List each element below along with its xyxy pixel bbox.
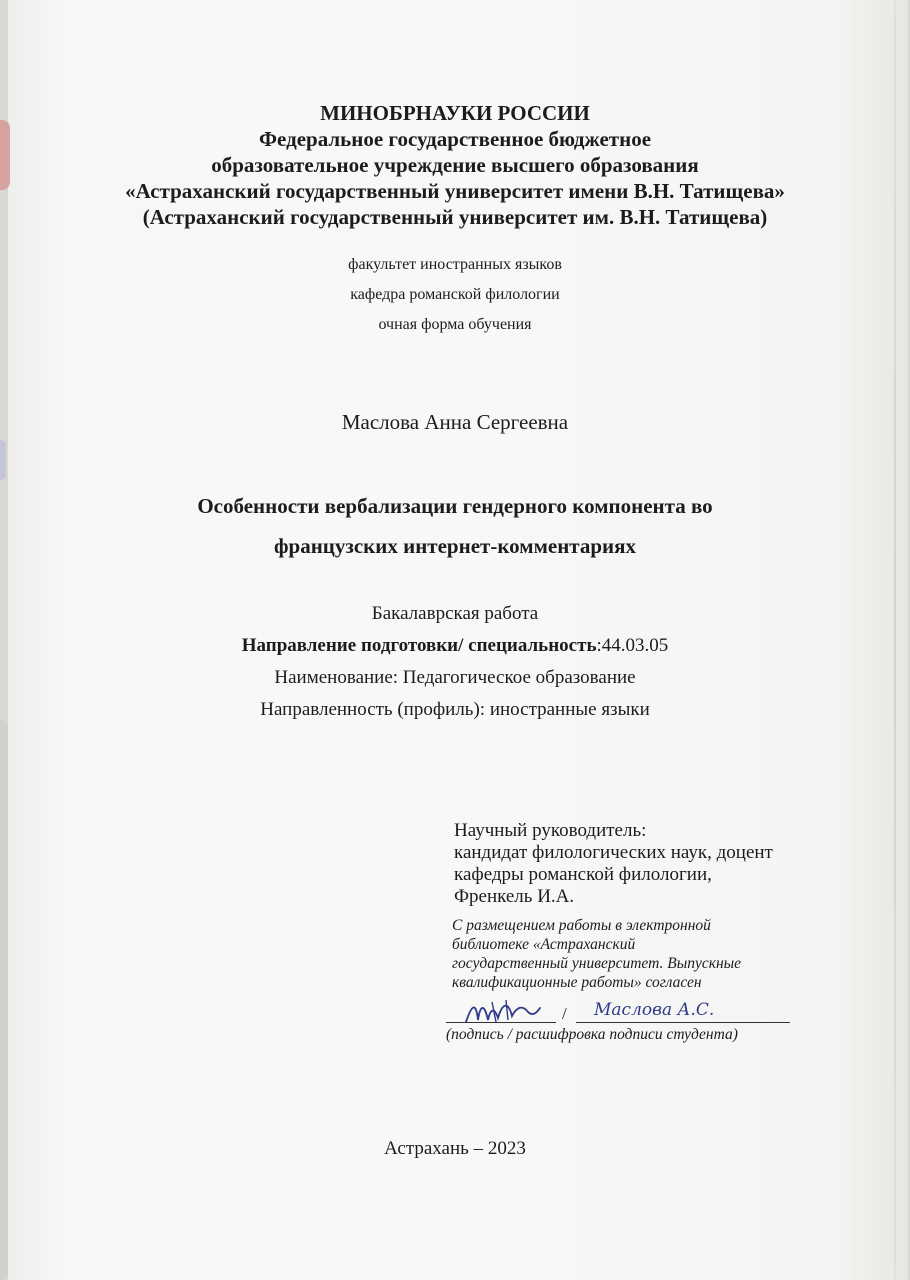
study-form-line: очная форма обучения <box>378 316 532 333</box>
faculty-block <box>0 250 910 340</box>
edge-shadow-gray <box>0 720 8 1280</box>
signature-separator: / <box>562 1004 567 1023</box>
header-line-3: «Астраханский государственный университет имени В.Н. Татищева» <box>125 179 785 203</box>
profile-line: Направленность (профиль): иностранные языки <box>260 699 650 720</box>
supervisor-name: Френкель И.А. <box>454 886 575 907</box>
faculty-line: факультет иностранных языков <box>348 256 562 273</box>
supervisor-degree: кандидат филологических наук, доцент <box>454 842 773 863</box>
header-line-1: Федеральное государственное бюджетное <box>258 127 652 151</box>
consent-line-2: библиотеке «Астраханский <box>452 936 636 953</box>
consent-line-4: квалификационные работы» согласен <box>452 974 702 991</box>
direction-value: :44.03.05 <box>596 635 669 656</box>
header-line-2: образовательное учреждение высшего образования <box>211 153 699 177</box>
name-underline <box>576 1022 790 1023</box>
department-line: кафедра романской филологии <box>350 286 560 303</box>
work-type: Бакалаврская работа <box>371 603 539 624</box>
thesis-title-line-1: Особенности вербализации гендерного компонента во <box>197 494 713 518</box>
signature-caption: (подпись / расшифровка подписи студента) <box>446 1026 738 1043</box>
author-name: Маслова Анна Сергеевна <box>341 410 569 434</box>
thesis-title <box>0 486 910 566</box>
consent-line-3: государственный университет. Выпускные <box>452 955 742 972</box>
consent-block <box>452 916 872 992</box>
supervisor-block <box>454 820 874 908</box>
direction-label: Направление подготовки/ специальность <box>241 635 597 656</box>
handwritten-name: Маслова А.С. <box>594 1000 715 1020</box>
supervisor-dept: кафедры романской филологии, <box>454 864 712 885</box>
city-year: Астрахань – 2023 <box>384 1138 526 1159</box>
direction-line <box>0 630 910 662</box>
signature-underline <box>446 1022 556 1023</box>
handwritten-signature <box>462 996 542 1030</box>
header-line-4: (Астраханский государственный университет им. В.Н. Татищева) <box>142 205 768 229</box>
consent-line-1: С размещением работы в электронной <box>452 917 711 934</box>
edge-shadow-blue <box>0 440 6 480</box>
name-line: Наименование: Педагогическое образование <box>274 667 636 688</box>
institution-header <box>0 100 910 230</box>
ministry-line: МИНОБРНАУКИ РОССИИ <box>320 101 590 125</box>
work-info <box>0 598 910 726</box>
thesis-title-line-2: французских интернет-комментариях <box>273 534 637 558</box>
supervisor-heading: Научный руководитель: <box>454 820 647 841</box>
